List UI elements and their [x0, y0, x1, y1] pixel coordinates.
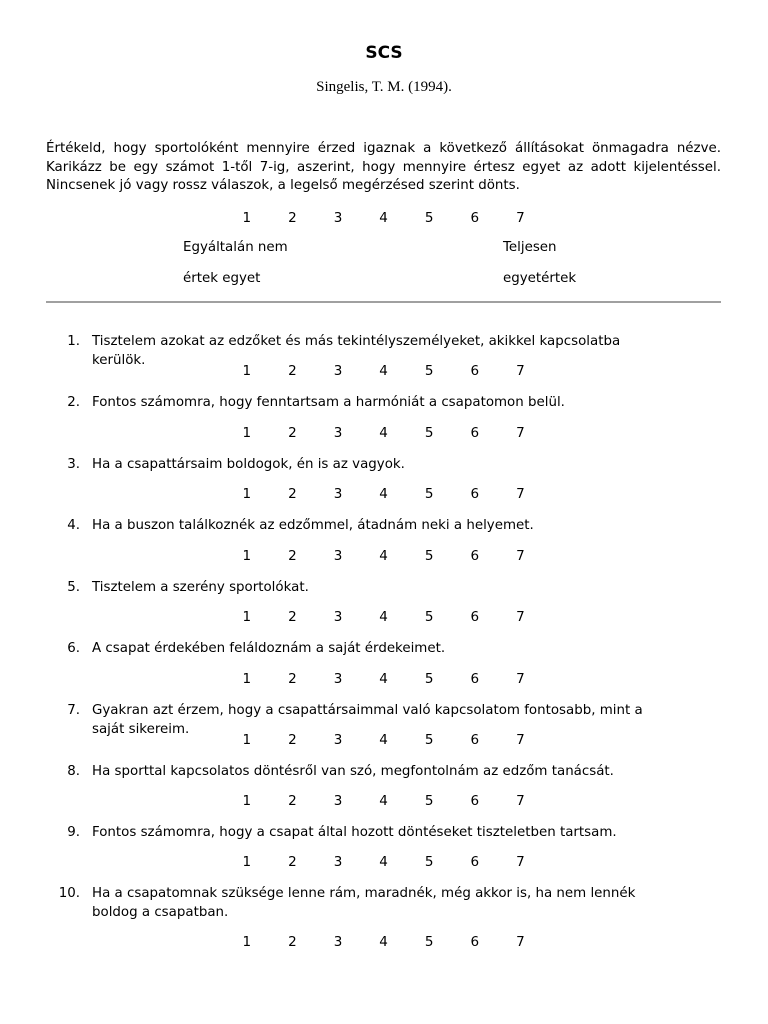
rating-option[interactable]: 7 — [516, 548, 525, 564]
rating-option[interactable]: 1 — [242, 486, 252, 502]
item-rating-scale — [224, 732, 543, 752]
rating-option[interactable]: 6 — [470, 934, 480, 950]
rating-option[interactable]: 2 — [288, 548, 297, 564]
rating-option[interactable]: 7 — [516, 793, 525, 809]
rating-option[interactable]: 4 — [379, 425, 388, 441]
rating-option[interactable]: 2 — [288, 854, 297, 870]
rating-option[interactable]: 5 — [424, 854, 434, 870]
rating-option[interactable]: 6 — [470, 793, 480, 809]
divider — [46, 301, 721, 303]
low-anchor-line1: Egyáltalán nem — [183, 240, 288, 255]
rating-option[interactable]: 4 — [379, 671, 388, 687]
rating-option[interactable]: 3 — [333, 609, 343, 625]
item-number: 1. — [67, 334, 80, 349]
rating-option[interactable]: 1 — [242, 425, 252, 441]
rating-option[interactable]: 4 — [379, 934, 388, 950]
item-text: Fontos számomra, hogy a csapat által hozott döntéseket tiszteletben tartsam. — [92, 825, 617, 840]
rating-option[interactable]: 3 — [333, 363, 343, 379]
citation: Singelis, T. M. (1994). — [316, 79, 452, 95]
rating-option[interactable]: 4 — [379, 609, 388, 625]
questionnaire-item — [46, 884, 666, 922]
rating-option[interactable]: 6 — [470, 548, 480, 564]
rating-option[interactable]: 2 — [288, 609, 297, 625]
rating-option[interactable]: 4 — [379, 363, 388, 379]
item-text: A csapat érdekében feláldoznám a saját érdekeimet. — [92, 641, 446, 656]
rating-option[interactable]: 1 — [242, 934, 252, 950]
rating-option[interactable]: 7 — [516, 732, 525, 748]
rating-option[interactable]: 1 — [242, 854, 252, 870]
rating-option[interactable]: 1 — [242, 609, 252, 625]
rating-option[interactable]: 1 — [242, 793, 252, 809]
rating-option[interactable]: 6 — [470, 486, 480, 502]
low-anchor-line2: értek egyet — [183, 271, 261, 286]
questionnaire-item — [46, 455, 666, 474]
rating-option[interactable]: 3 — [333, 671, 343, 687]
rating-option[interactable]: 5 — [424, 486, 434, 502]
questionnaire-item — [46, 516, 666, 535]
rating-option[interactable]: 3 — [333, 425, 343, 441]
questionnaire-item — [46, 823, 666, 842]
rating-option[interactable]: 7 — [516, 854, 525, 870]
rating-option[interactable]: 5 — [424, 363, 434, 379]
item-rating-scale — [224, 671, 543, 691]
rating-option[interactable]: 2 — [288, 363, 297, 379]
rating-option[interactable]: 4 — [379, 793, 388, 809]
rating-option[interactable]: 6 — [470, 425, 480, 441]
rating-option[interactable]: 6 — [470, 609, 480, 625]
rating-option[interactable]: 5 — [424, 548, 434, 564]
rating-option[interactable]: 5 — [424, 425, 434, 441]
scale-value: 1 — [242, 210, 252, 226]
item-rating-scale — [224, 486, 543, 506]
rating-option[interactable]: 7 — [516, 363, 525, 379]
rating-option[interactable]: 4 — [379, 548, 388, 564]
rating-option[interactable]: 7 — [516, 934, 525, 950]
questionnaire-item — [46, 578, 666, 597]
scale-value: 4 — [379, 210, 388, 226]
rating-option[interactable]: 1 — [242, 671, 252, 687]
rating-option[interactable]: 2 — [288, 671, 297, 687]
rating-option[interactable]: 6 — [470, 732, 480, 748]
scale-value: 7 — [516, 210, 525, 226]
instructions-paragraph: Értékeld, hogy sportolóként mennyire érzed igaznak a következő állításokat önmagadra nézve. Karikázz be egy számot 1-től 7-ig, aszerint, hogy mennyire értesz egyet az adott kijelentéssel. Nincsenek jó vagy rossz válaszok, a legelső megérzésed szerint dönts. — [46, 141, 721, 193]
rating-option[interactable]: 6 — [470, 363, 480, 379]
rating-option[interactable]: 2 — [288, 425, 297, 441]
scale-value: 5 — [424, 210, 434, 226]
item-rating-scale — [224, 934, 543, 954]
rating-option[interactable]: 3 — [333, 486, 343, 502]
scale-value: 3 — [333, 210, 343, 226]
rating-option[interactable]: 3 — [333, 854, 343, 870]
rating-option[interactable]: 2 — [288, 732, 297, 748]
item-rating-scale — [224, 854, 543, 874]
rating-option[interactable]: 1 — [242, 363, 252, 379]
item-text: Ha a csapattársaim boldogok, én is az vagyok. — [92, 457, 405, 472]
item-text: Ha sporttal kapcsolatos döntésről van szó, megfontolnám az edzőm tanácsát. — [92, 764, 614, 779]
rating-option[interactable]: 7 — [516, 671, 525, 687]
item-number: 7. — [67, 703, 80, 718]
rating-option[interactable]: 4 — [379, 486, 388, 502]
questionnaire-item — [46, 762, 666, 781]
item-rating-scale — [224, 363, 543, 383]
rating-option[interactable]: 5 — [424, 671, 434, 687]
item-rating-scale — [224, 609, 543, 629]
item-number: 10. — [58, 886, 80, 901]
rating-option[interactable]: 2 — [288, 934, 297, 950]
questionnaire-item — [46, 639, 666, 658]
item-number: 4. — [67, 518, 80, 533]
item-number: 5. — [67, 580, 80, 595]
item-text: Ha a csapatomnak szüksége lenne rám, maradnék, még akkor is, ha nem lennék boldog a csapatban. — [92, 886, 636, 920]
rating-option[interactable]: 6 — [470, 671, 480, 687]
scale-value: 6 — [470, 210, 480, 226]
page-title: SCS — [365, 43, 403, 63]
rating-option[interactable]: 3 — [333, 548, 343, 564]
item-number: 6. — [67, 641, 80, 656]
item-rating-scale — [224, 548, 543, 568]
rating-option[interactable]: 4 — [379, 732, 388, 748]
item-number: 2. — [67, 395, 80, 410]
item-rating-scale — [224, 425, 543, 445]
item-number: 8. — [67, 764, 80, 779]
item-text: Gyakran azt érzem, hogy a csapattársaimmal való kapcsolatom fontosabb, mint a saját sikereim. — [92, 703, 643, 737]
high-anchor-line2: egyetértek — [503, 271, 577, 286]
rating-option[interactable]: 1 — [242, 732, 252, 748]
rating-option[interactable]: 6 — [470, 854, 480, 870]
item-number: 9. — [67, 825, 80, 840]
rating-option[interactable]: 3 — [333, 732, 343, 748]
rating-option[interactable]: 2 — [288, 486, 297, 502]
item-text: Tisztelem a szerény sportolókat. — [92, 580, 309, 595]
item-text: Ha a buszon találkoznék az edzőmmel, átadnám neki a helyemet. — [92, 518, 534, 533]
rating-option[interactable]: 7 — [516, 486, 525, 502]
rating-option[interactable]: 5 — [424, 793, 434, 809]
rating-option[interactable]: 3 — [333, 793, 343, 809]
rating-option[interactable]: 2 — [288, 793, 297, 809]
item-text: Tisztelem azokat az edzőket és más tekintélyszemélyeket, akikkel kapcsolatba kerülök. — [92, 334, 621, 368]
item-rating-scale — [224, 793, 543, 813]
high-anchor-line1: Teljesen — [503, 240, 557, 255]
rating-option[interactable]: 4 — [379, 854, 388, 870]
scale-value: 2 — [288, 210, 297, 226]
questionnaire-item — [46, 393, 666, 412]
item-number: 3. — [67, 457, 80, 472]
rating-option[interactable]: 5 — [424, 609, 434, 625]
item-text: Fontos számomra, hogy fenntartsam a harmóniát a csapatomon belül. — [92, 395, 565, 410]
rating-option[interactable]: 5 — [424, 732, 434, 748]
reference-scale — [224, 210, 543, 230]
rating-option[interactable]: 7 — [516, 425, 525, 441]
rating-option[interactable]: 5 — [424, 934, 434, 950]
rating-option[interactable]: 1 — [242, 548, 252, 564]
rating-option[interactable]: 3 — [333, 934, 343, 950]
rating-option[interactable]: 7 — [516, 609, 525, 625]
